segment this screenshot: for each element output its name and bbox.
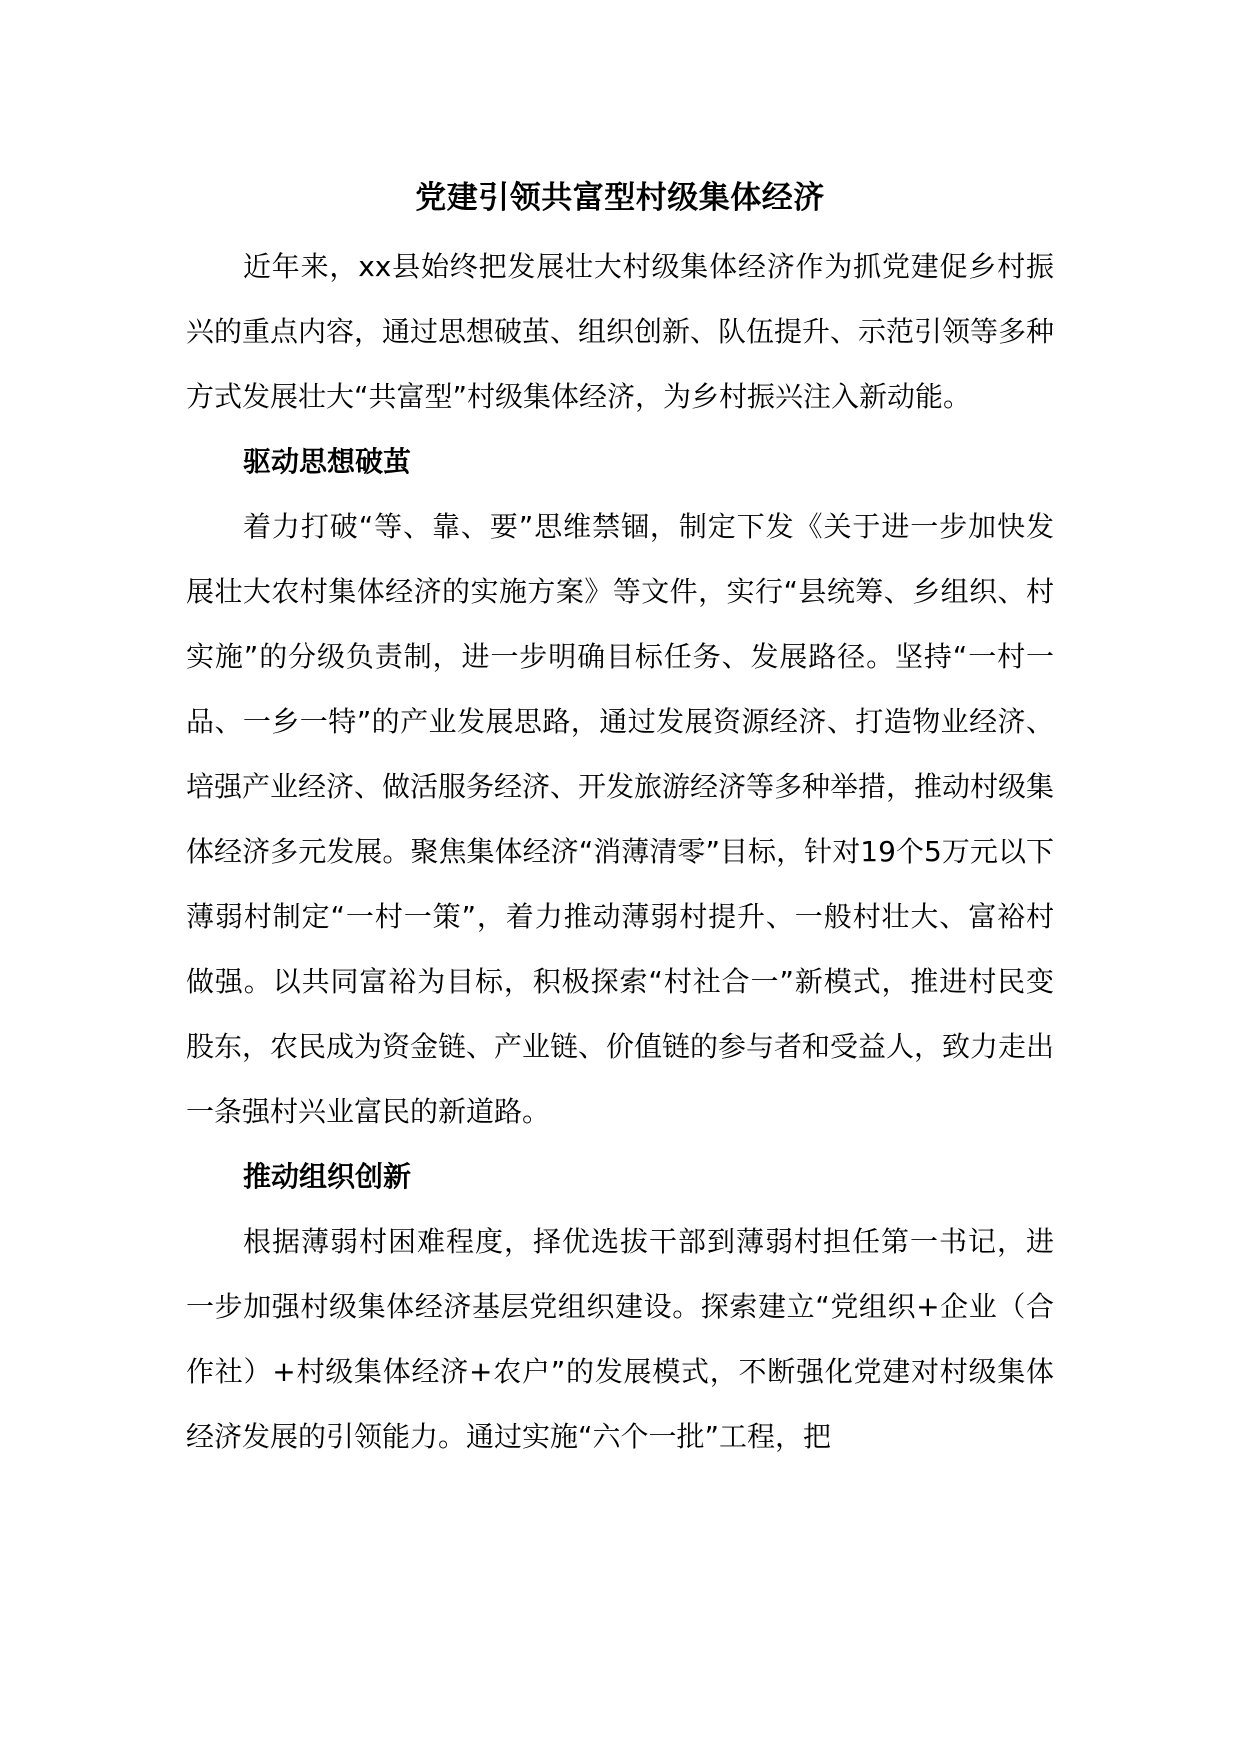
section-heading-thought: 驱动思想破茧	[243, 445, 412, 478]
document-page	[186, 170, 1054, 1469]
intro-paragraph: 近年来，xx县始终把发展壮大村级集体经济作为抓党建促乡村振兴的重点内容，通过思想破茧、组织创新、队伍提升、示范引领等多种方式发展壮大“共富型”村级集体经济，为乡村振兴注入新动能。	[186, 250, 1055, 413]
document-title: 党建引领共富型村级集体经济	[415, 180, 825, 216]
section-body-organization: 根据薄弱村困难程度，择优选拔干部到薄弱村担任第一书记，进一步加强村级集体经济基层党组织建设。探索建立“党组织+企业（合作社）+村级集体经济+农户”的发展模式，不断强化党建对村级集体经济发展的引领能力。通过实施“六个一批”工程，把	[186, 1225, 1054, 1453]
section-heading-organization: 推动组织创新	[243, 1160, 412, 1193]
section-body-thought: 着力打破“等、靠、要”思维禁锢，制定下发《关于进一步加快发展壮大农村集体经济的实施方案》等文件，实行“县统筹、乡组织、村实施”的分级负责制，进一步明确目标任务、发展路径。坚持“一村一品、一乡一特”的产业发展思路，通过发展资源经济、打造物业经济、培强产业经济、做活服务经济、开发旅游经济等多种举措，推动村级集体经济多元发展。聚焦集体经济“消薄清零”目标，针对19个5万元以下薄弱村制定“一村一策”，着力推动薄弱村提升、一般村壮大、富裕村做强。以共同富裕为目标，积极探索“村社合一”新模式，推进村民变股东，农民成为资金链、产业链、价值链的参与者和受益人，致力走出一条强村兴业富民的新道路。	[186, 510, 1055, 1128]
